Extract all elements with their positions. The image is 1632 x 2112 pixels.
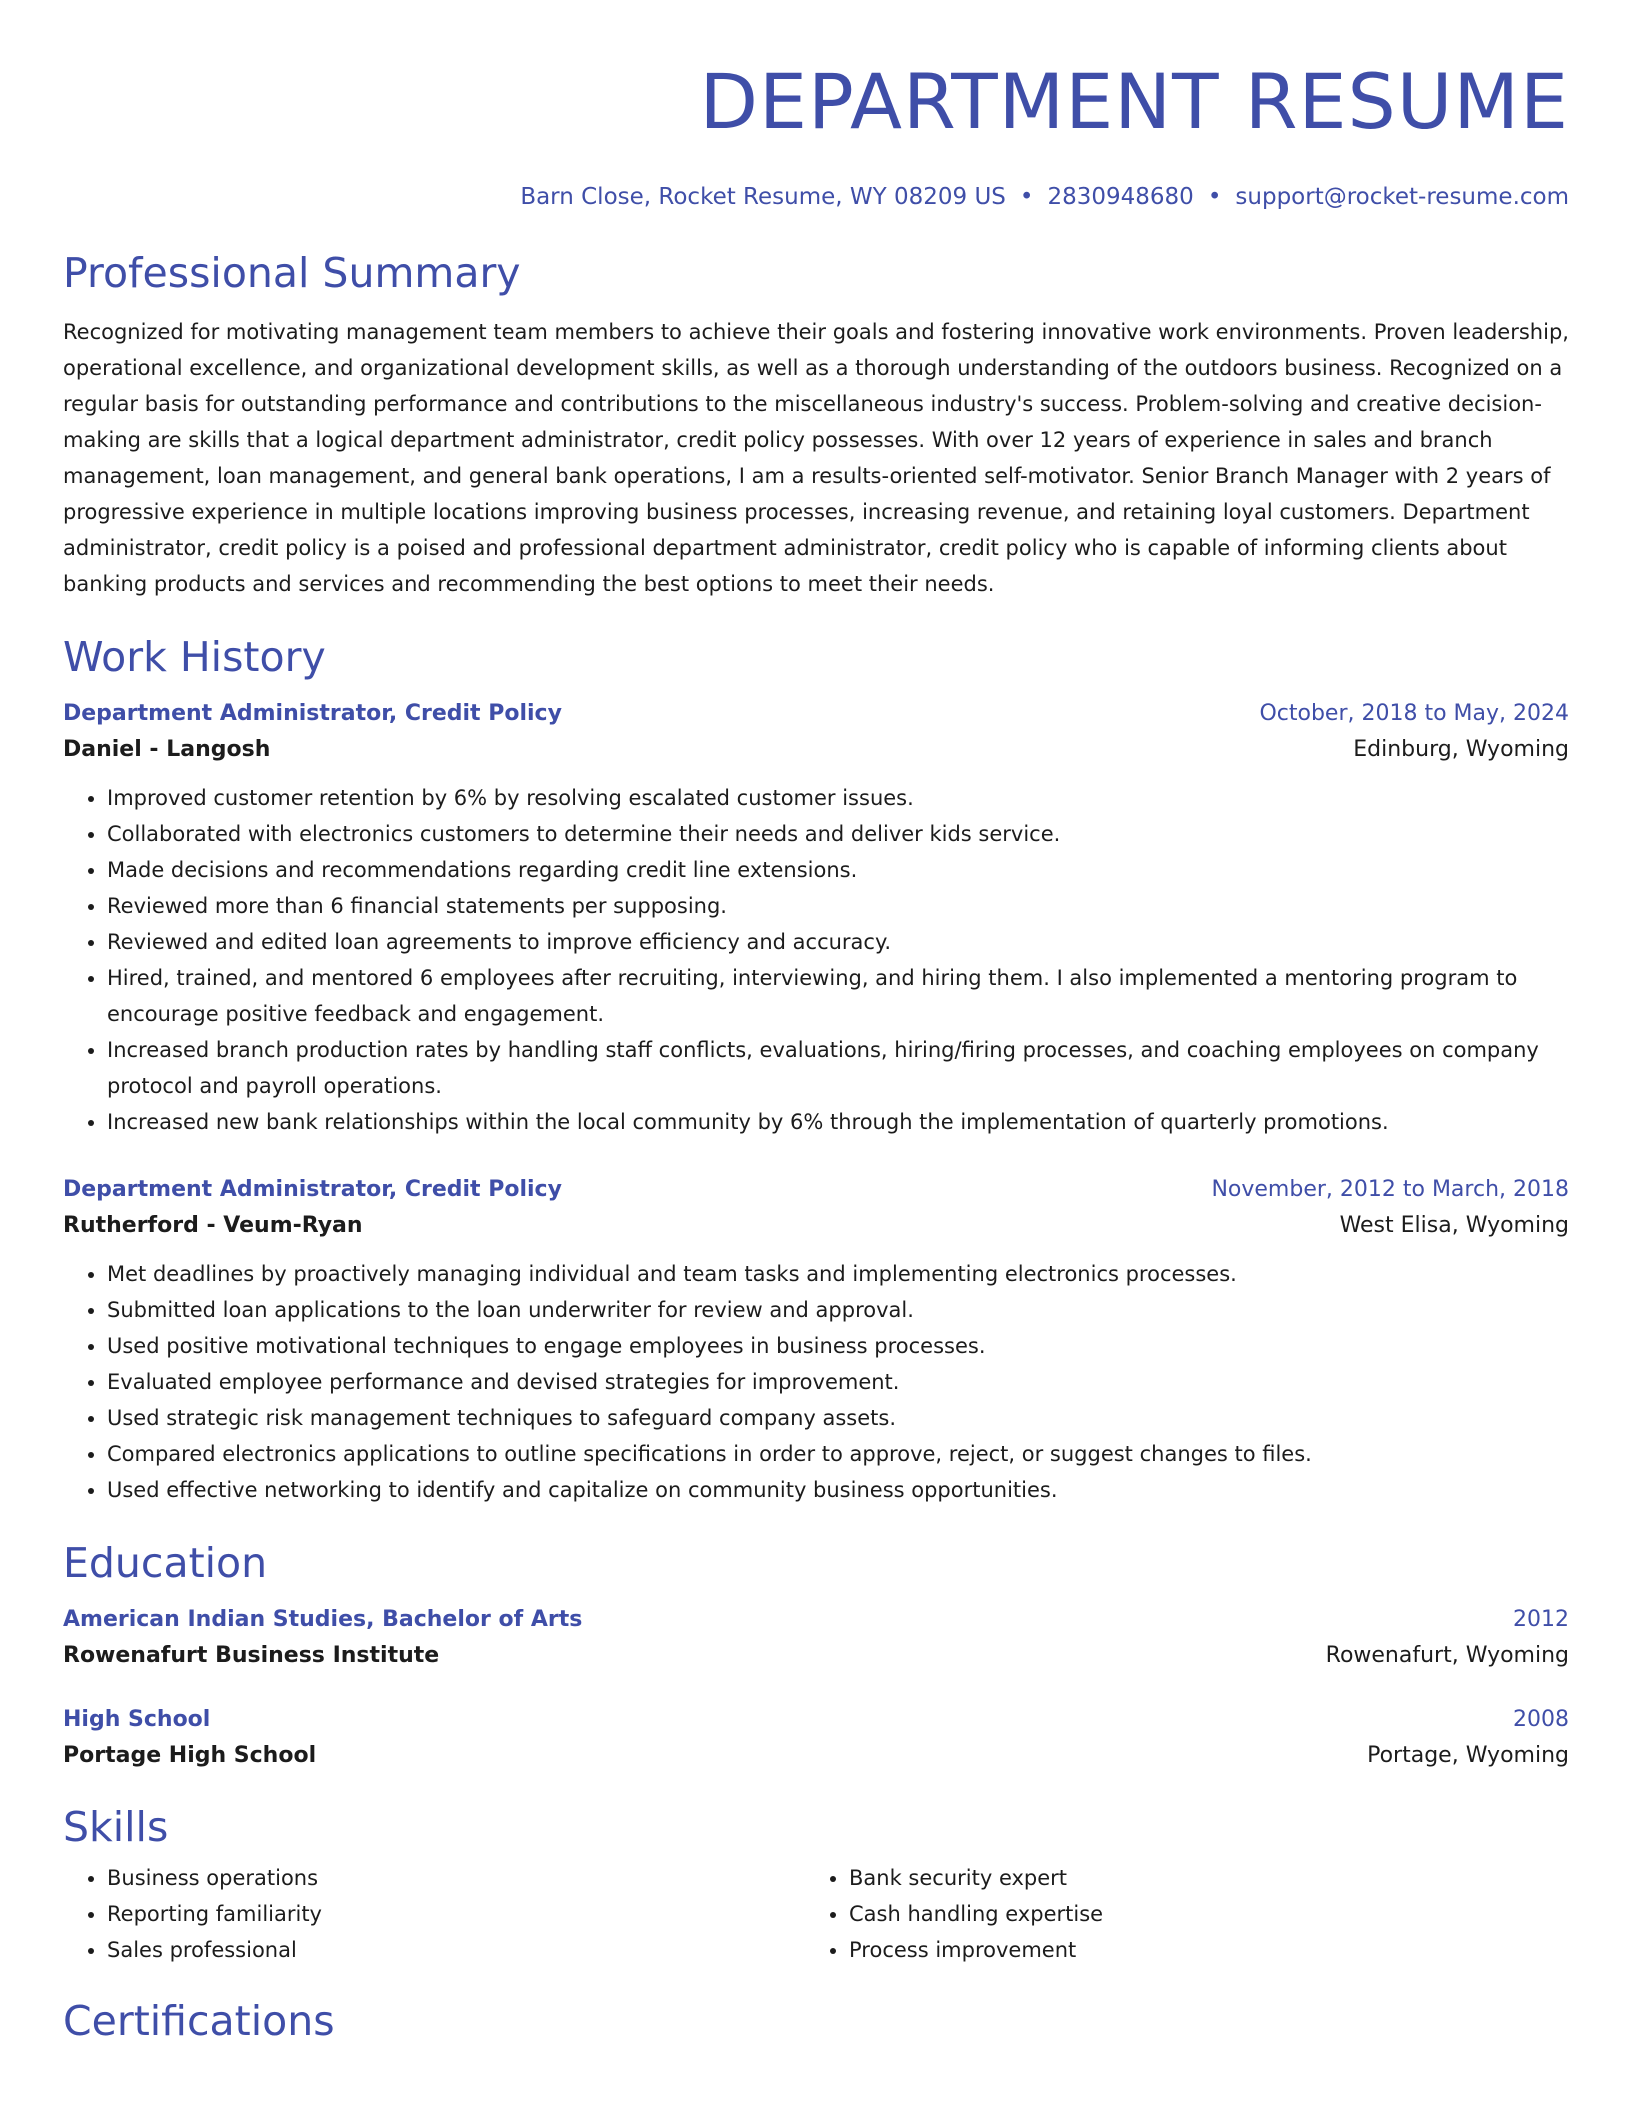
- contact-line: [63, 182, 1569, 212]
- contact-address: Barn Close, Rocket Resume, WY 08209 US: [520, 184, 1006, 210]
- job-bullet: • Used positive motivational techniques to engage employees in business processes.: [107, 1328, 1569, 1364]
- job-bullet: • Improved customer retention by 6% by resolving escalated customer issues.: [107, 780, 1569, 816]
- job-bullets: [63, 1256, 1569, 1508]
- job-bullet: • Evaluated employee performance and devised strategies for improvement.: [107, 1364, 1569, 1400]
- job-bullet: • Met deadlines by proactively managing individual and team tasks and implementing electronics processes.: [107, 1256, 1569, 1292]
- job-bullets: [63, 780, 1569, 1140]
- skill-item: • Cash handling expertise: [849, 1896, 1547, 1932]
- skill-item: • Sales professional: [107, 1932, 805, 1968]
- job-bullet: • Reviewed more than 6 financial statements per supposing.: [107, 888, 1569, 924]
- education-school: Portage High School: [63, 1743, 317, 1768]
- skills-column-right: [805, 1860, 1547, 1968]
- job-dates: November, 2012 to March, 2018: [1211, 1177, 1569, 1202]
- skills-list: [63, 1860, 805, 1968]
- education-degree: High School: [63, 1707, 211, 1732]
- job-company: Daniel - Langosh: [63, 737, 271, 762]
- job-header-row: [63, 698, 1569, 730]
- job-bullet: • Collaborated with electronics customers to determine their needs and deliver kids service.: [107, 816, 1569, 852]
- job-bullet: • Reviewed and edited loan agreements to improve efficiency and accuracy.: [107, 924, 1569, 960]
- job-bullet: • Used strategic risk management techniques to safeguard company assets.: [107, 1400, 1569, 1436]
- job-entry: [63, 698, 1569, 1140]
- skills-list: [805, 1860, 1547, 1968]
- job-company: Rutherford - Veum-Ryan: [63, 1213, 363, 1238]
- education-degree: American Indian Studies, Bachelor of Arts: [63, 1607, 583, 1632]
- work-history-heading: Work History: [63, 633, 326, 681]
- skill-item: • Bank security expert: [849, 1860, 1547, 1896]
- summary-text: Recognized for motivating management team members to achieve their goals and fostering innovative work environments. Proven leadership, operational excellence, and organizational development skills, as well as a thorough understanding of the outdoors business. Recognized on a regular basis for outstanding performance and contributions to the miscellaneous industry's success. Problem-solving and creative decision-making are skills that a logical department administrator, credit policy possesses. With over 12 years of experience in sales and branch management, loan management, and general bank operations, I am a results-oriented self-motivator. Senior Branch Manager with 2 years of progressive experience in multiple locations improving business processes, increasing revenue, and retaining loyal customers. Department administrator, credit policy is a poised and professional department administrator, credit policy who is capable of informing clients about banking products and services and recommending the best options to meet their needs.: [63, 320, 1569, 596]
- summary-heading: Professional Summary: [63, 249, 521, 297]
- skill-item: • Reporting familiarity: [107, 1896, 805, 1932]
- education-location: Portage, Wyoming: [1367, 1743, 1569, 1768]
- education-year: 2008: [1513, 1707, 1569, 1732]
- job-bullet: • Made decisions and recommendations regarding credit line extensions.: [107, 852, 1569, 888]
- education-header-row: [63, 1704, 1569, 1736]
- education-heading: Education: [63, 1539, 268, 1587]
- job-bullet: • Used effective networking to identify and capitalize on community business opportunities.: [107, 1472, 1569, 1508]
- education-school-row: [63, 1736, 1569, 1776]
- job-bullet: • Compared electronics applications to outline specifications in order to approve, reject, or suggest changes to files.: [107, 1436, 1569, 1472]
- job-location: Edinburg, Wyoming: [1353, 737, 1569, 762]
- job-header-row: [63, 1174, 1569, 1206]
- job-role: Department Administrator, Credit Policy: [63, 1177, 562, 1202]
- education-header-row: [63, 1604, 1569, 1636]
- education-school-row: [63, 1636, 1569, 1676]
- job-bullet: • Hired, trained, and mentored 6 employees after recruiting, interviewing, and hiring them. I also implemented a mentoring program to encourage positive feedback and engagement.: [107, 960, 1569, 1032]
- education-entry: [63, 1604, 1569, 1676]
- job-role: Department Administrator, Credit Policy: [63, 701, 562, 726]
- job-bullet: • Submitted loan applications to the loan underwriter for review and approval.: [107, 1292, 1569, 1328]
- contact-separator: •: [1207, 184, 1222, 210]
- contact-phone: 2830948680: [1047, 184, 1194, 210]
- contact-email: support@rocket-resume.com: [1235, 184, 1569, 210]
- skills-grid: [63, 1860, 1569, 1968]
- job-entry: [63, 1174, 1569, 1508]
- job-company-row: [63, 730, 1569, 770]
- skill-item: • Process improvement: [849, 1932, 1547, 1968]
- job-dates: October, 2018 to May, 2024: [1259, 701, 1569, 726]
- education-school: Rowenafurt Business Institute: [63, 1643, 440, 1668]
- education-location: Rowenafurt, Wyoming: [1325, 1643, 1569, 1668]
- skill-item: • Business operations: [107, 1860, 805, 1896]
- skills-heading: Skills: [63, 1803, 169, 1851]
- job-company-row: [63, 1206, 1569, 1246]
- contact-separator: •: [1019, 184, 1034, 210]
- job-bullet: • Increased branch production rates by handling staff conflicts, evaluations, hiring/firing processes, and coaching employees on company protocol and payroll operations.: [107, 1032, 1569, 1104]
- education-year: 2012: [1513, 1607, 1569, 1632]
- resume-title: DEPARTMENT RESUME: [699, 57, 1569, 146]
- certifications-heading: Certifications: [63, 1997, 335, 2045]
- job-bullet: • Increased new bank relationships within the local community by 6% through the implementation of quarterly promotions.: [107, 1104, 1569, 1140]
- skills-column-left: [63, 1860, 805, 1968]
- education-entry: [63, 1704, 1569, 1776]
- job-location: West Elisa, Wyoming: [1339, 1213, 1569, 1238]
